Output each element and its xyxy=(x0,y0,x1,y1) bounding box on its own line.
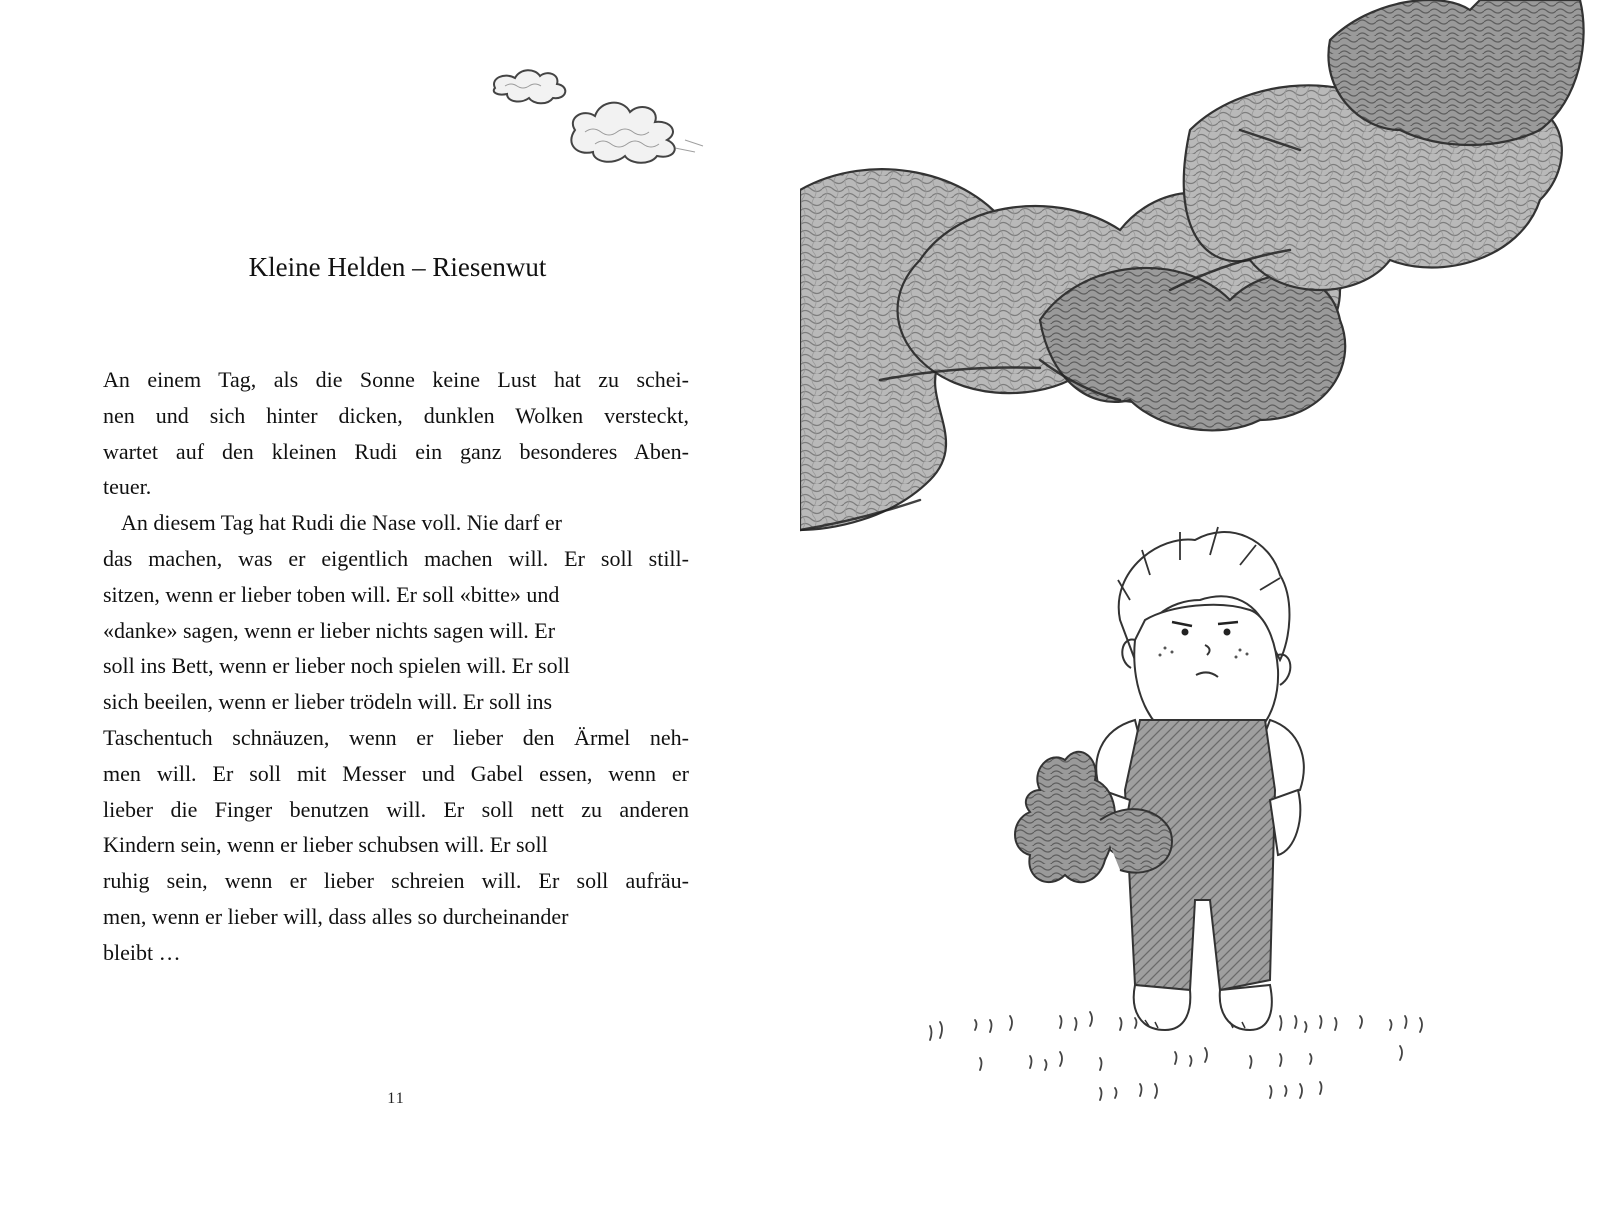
text-line: soll ins Bett, wenn er lieber noch spielen will. Er soll xyxy=(103,653,570,679)
story-text xyxy=(103,362,689,971)
text-line: nen und sich hinter dicken, dunklen Wolken versteckt, xyxy=(103,402,689,428)
text-line: das machen, was er eigentlich machen will. Er soll still- xyxy=(103,545,689,571)
text-line: wartet auf den kleinen Rudi ein ganz besonderes Aben- xyxy=(103,438,689,464)
text-line: lieber die Finger benutzen will. Er soll nett zu anderen xyxy=(103,796,689,822)
text-line: bleibt … xyxy=(103,939,181,965)
text-line: «danke» sagen, wenn er lieber nichts sagen will. Er xyxy=(103,617,556,643)
text-line: Kindern sein, wenn er lieber schubsen will. Er soll xyxy=(103,832,548,858)
text-line: sich beeilen, wenn er lieber trödeln will. Er soll ins xyxy=(103,689,553,715)
small-clouds-drawing xyxy=(485,60,735,175)
boy-under-clouds-illustration xyxy=(800,0,1600,1216)
text-line: men will. Er soll mit Messer und Gabel essen, wenn er xyxy=(103,760,689,786)
chapter-title: Kleine Helden – Riesenwut xyxy=(248,252,547,282)
text-line: An diesem Tag hat Rudi die Nase voll. Nie darf er xyxy=(121,510,562,536)
boy-figure xyxy=(1015,527,1304,1030)
text-line: men, wenn er lieber will, dass alles so durcheinander xyxy=(103,903,569,929)
text-line: Taschentuch schnäuzen, wenn er lieber den Ärmel neh- xyxy=(103,724,689,750)
storm-clouds xyxy=(800,0,1584,530)
page-number: 11 xyxy=(387,1090,405,1107)
text-line: sitzen, wenn er lieber toben will. Er soll «bitte» und xyxy=(103,581,560,607)
text-line: teuer. xyxy=(103,474,152,500)
text-line: An einem Tag, als die Sonne keine Lust hat zu schei- xyxy=(103,367,689,392)
text-line: ruhig sein, wenn er lieber schreien will. Er soll aufräu- xyxy=(103,868,689,894)
